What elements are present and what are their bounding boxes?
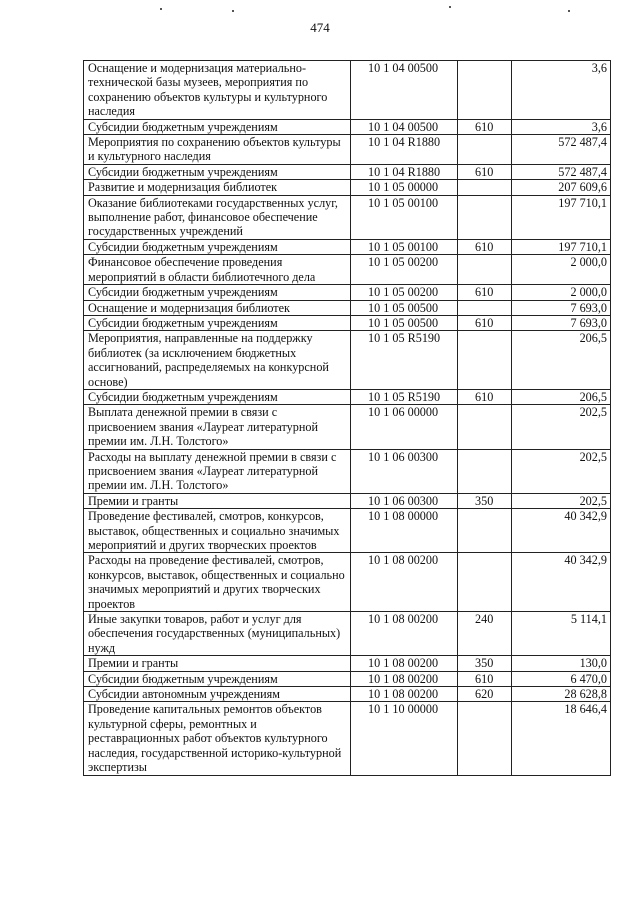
amount: 202,5: [512, 493, 611, 508]
scan-speck: [232, 10, 234, 12]
expense-type-code: 240: [458, 612, 512, 656]
amount: 572 487,4: [512, 135, 611, 165]
table-row: [84, 509, 611, 553]
expense-type-code: 610: [458, 671, 512, 686]
scan-speck: [160, 8, 162, 10]
table-row: [84, 656, 611, 671]
expense-name: Субсидии бюджетным учреждениям: [84, 315, 351, 330]
expense-name: Субсидии бюджетным учреждениям: [84, 164, 351, 179]
amount: 28 628,8: [512, 687, 611, 702]
amount: 2 000,0: [512, 255, 611, 285]
expense-type-code: 610: [458, 285, 512, 300]
table-row: [84, 239, 611, 254]
amount: 7 693,0: [512, 300, 611, 315]
expense-type-code: 610: [458, 389, 512, 404]
amount: 202,5: [512, 449, 611, 493]
expense-name: Выплата денежной премии в связи с присвоением звания «Лауреат литературной премии им. Л.Н. Толстого»: [84, 405, 351, 449]
expense-type-code: [458, 509, 512, 553]
table-row: [84, 315, 611, 330]
expense-name: Субсидии бюджетным учреждениям: [84, 671, 351, 686]
expense-type-code: [458, 180, 512, 195]
target-article-code: 10 1 08 00200: [351, 553, 458, 612]
target-article-code: 10 1 08 00200: [351, 687, 458, 702]
table-row: [84, 331, 611, 390]
amount: 207 609,6: [512, 180, 611, 195]
expense-name: Развитие и модернизация библиотек: [84, 180, 351, 195]
target-article-code: 10 1 05 R5190: [351, 331, 458, 390]
target-article-code: 10 1 08 00000: [351, 509, 458, 553]
amount: 206,5: [512, 331, 611, 390]
target-article-code: 10 1 05 00100: [351, 195, 458, 239]
table-row: [84, 195, 611, 239]
expense-name: Премии и гранты: [84, 493, 351, 508]
page-number: 474: [310, 20, 330, 35]
expense-type-code: [458, 195, 512, 239]
expense-type-code: 610: [458, 239, 512, 254]
table-row: [84, 389, 611, 404]
table-row: [84, 255, 611, 285]
target-article-code: 10 1 04 00500: [351, 61, 458, 120]
amount: 18 646,4: [512, 702, 611, 775]
expense-type-code: 620: [458, 687, 512, 702]
target-article-code: 10 1 06 00300: [351, 493, 458, 508]
expense-type-code: [458, 553, 512, 612]
table-row: [84, 405, 611, 449]
table-row: [84, 285, 611, 300]
expense-name: Премии и гранты: [84, 656, 351, 671]
amount: 7 693,0: [512, 315, 611, 330]
expense-type-code: 610: [458, 119, 512, 134]
table-row: [84, 702, 611, 775]
expense-name: Проведение капитальных ремонтов объектов культурной сферы, ремонтных и реставрационных работ объектов культурного наследия, государственной историко-культурной экспертизы: [84, 702, 351, 775]
amount: 197 710,1: [512, 195, 611, 239]
expense-type-code: 350: [458, 656, 512, 671]
target-article-code: 10 1 06 00300: [351, 449, 458, 493]
expense-name: Субсидии бюджетным учреждениям: [84, 389, 351, 404]
target-article-code: 10 1 04 R1880: [351, 135, 458, 165]
table-row: [84, 612, 611, 656]
amount: 3,6: [512, 119, 611, 134]
expense-type-code: 610: [458, 164, 512, 179]
target-article-code: 10 1 05 00500: [351, 300, 458, 315]
amount: 5 114,1: [512, 612, 611, 656]
table-row: [84, 449, 611, 493]
target-article-code: 10 1 10 00000: [351, 702, 458, 775]
amount: 197 710,1: [512, 239, 611, 254]
expense-type-code: [458, 135, 512, 165]
target-article-code: 10 1 05 00100: [351, 239, 458, 254]
scan-speck: [568, 10, 570, 12]
target-article-code: 10 1 04 00500: [351, 119, 458, 134]
amount: 40 342,9: [512, 509, 611, 553]
table-row: [84, 135, 611, 165]
budget-table: [83, 60, 611, 776]
table-row: [84, 687, 611, 702]
target-article-code: 10 1 05 00200: [351, 255, 458, 285]
table-row: [84, 180, 611, 195]
expense-name: Субсидии автономным учреждениям: [84, 687, 351, 702]
table-row: [84, 671, 611, 686]
target-article-code: 10 1 05 00000: [351, 180, 458, 195]
table-row: [84, 164, 611, 179]
expense-name: Оснащение и модернизация материально-технической базы музеев, мероприятия по сохранению объектов культуры и культурного наследия: [84, 61, 351, 120]
expense-name: Субсидии бюджетным учреждениям: [84, 285, 351, 300]
amount: 206,5: [512, 389, 611, 404]
expense-type-code: [458, 405, 512, 449]
amount: 572 487,4: [512, 164, 611, 179]
expense-name: Субсидии бюджетным учреждениям: [84, 119, 351, 134]
table-row: [84, 553, 611, 612]
expense-name: Мероприятия, направленные на поддержку библиотек (за исключением бюджетных ассигнований, распределяемых на конкурсной основе): [84, 331, 351, 390]
amount: 40 342,9: [512, 553, 611, 612]
expense-type-code: [458, 331, 512, 390]
target-article-code: 10 1 08 00200: [351, 656, 458, 671]
target-article-code: 10 1 05 00200: [351, 285, 458, 300]
target-article-code: 10 1 05 00500: [351, 315, 458, 330]
expense-name: Оснащение и модернизация библиотек: [84, 300, 351, 315]
expense-type-code: 610: [458, 315, 512, 330]
target-article-code: 10 1 06 00000: [351, 405, 458, 449]
expense-name: Оказание библиотеками государственных услуг, выполнение работ, финансовое обеспечение государственных учреждений: [84, 195, 351, 239]
amount: 202,5: [512, 405, 611, 449]
target-article-code: 10 1 08 00200: [351, 612, 458, 656]
expense-name: Мероприятия по сохранению объектов культуры и культурного наследия: [84, 135, 351, 165]
expense-name: Иные закупки товаров, работ и услуг для обеспечения государственных (муниципальных) нужд: [84, 612, 351, 656]
expense-name: Проведение фестивалей, смотров, конкурсов, выставок, общественных и социально значимых мероприятий и других творческих проектов: [84, 509, 351, 553]
expense-name: Расходы на проведение фестивалей, смотров, конкурсов, выставок, общественных и социально значимых мероприятий и других творческих проектов: [84, 553, 351, 612]
expense-type-code: [458, 702, 512, 775]
expense-type-code: [458, 449, 512, 493]
target-article-code: 10 1 05 R5190: [351, 389, 458, 404]
table-row: [84, 119, 611, 134]
amount: 130,0: [512, 656, 611, 671]
table-row: [84, 61, 611, 120]
expense-type-code: 350: [458, 493, 512, 508]
amount: 2 000,0: [512, 285, 611, 300]
target-article-code: 10 1 08 00200: [351, 671, 458, 686]
expense-type-code: [458, 255, 512, 285]
amount: 6 470,0: [512, 671, 611, 686]
scan-speck: [449, 6, 451, 8]
expense-type-code: [458, 61, 512, 120]
expense-name: Субсидии бюджетным учреждениям: [84, 239, 351, 254]
table-row: [84, 300, 611, 315]
table-row: [84, 493, 611, 508]
expense-name: Финансовое обеспечение проведения мероприятий в области библиотечного дела: [84, 255, 351, 285]
target-article-code: 10 1 04 R1880: [351, 164, 458, 179]
expense-type-code: [458, 300, 512, 315]
amount: 3,6: [512, 61, 611, 120]
expense-name: Расходы на выплату денежной премии в связи с присвоением звания «Лауреат литературной премии им. Л.Н. Толстого»: [84, 449, 351, 493]
